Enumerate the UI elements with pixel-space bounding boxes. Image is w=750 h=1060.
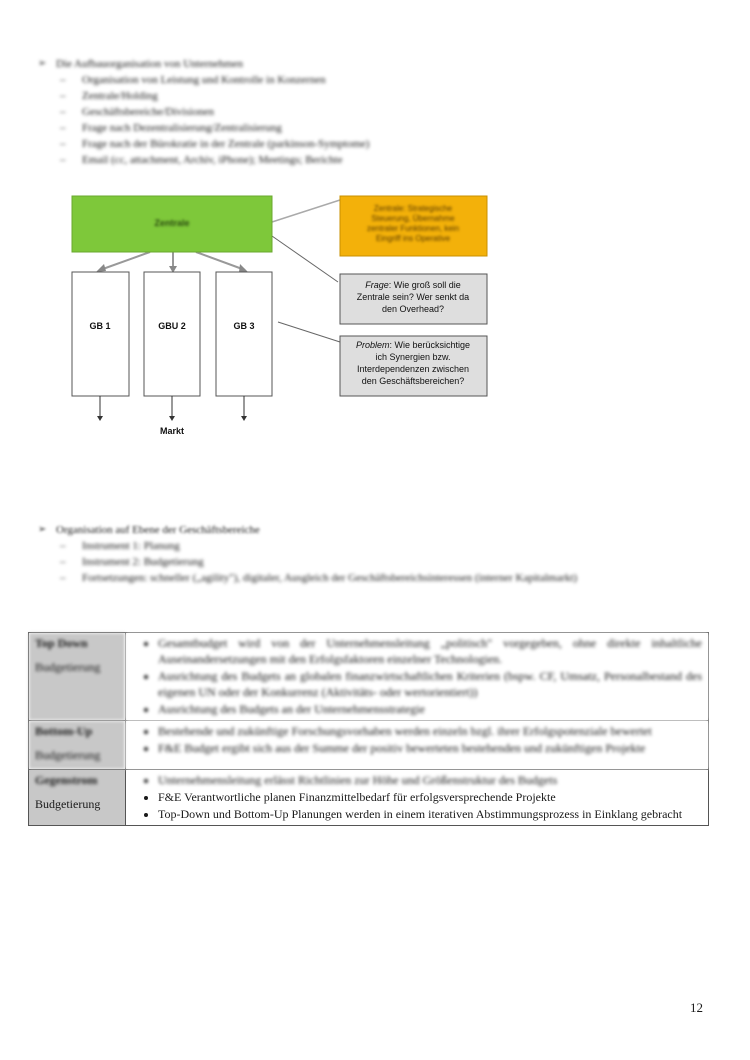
unit-label-3: GB 3 (233, 321, 255, 331)
strategy-callout-text (367, 204, 459, 243)
connector-problem (278, 322, 340, 342)
row-label-line: Budgetierung (35, 660, 101, 674)
strategy-line: zentraler Funktionen, kein (366, 224, 460, 233)
table-row (29, 721, 709, 770)
unit-label-1: GB 1 (89, 321, 111, 331)
list-item: • Bestehende und zukünftige Forschungsvorhaben werden einzeln bzgl. ihrer Erfolgspotenziale bewertet (158, 723, 702, 739)
page-number: 12 (690, 1000, 703, 1015)
list-item: • Top-Down und Bottom-Up Planungen werden in einem iterativen Abstimmungsprozess in Einklang gebracht (158, 806, 702, 822)
section1-heading: ➢ Die Aufbauorganisation von Unternehmen (38, 56, 718, 72)
row-label (29, 721, 126, 770)
table-row (29, 770, 709, 826)
problem-line-1 (356, 340, 470, 350)
list-item: • F&E Verantwortliche planen Finanzmittelbedarf für erfolgsversprechende Projekte (158, 789, 702, 805)
frage-text: : Wie groß soll die (388, 280, 461, 290)
connector-strategy (272, 200, 340, 222)
row-label-line: Bottom-Up (35, 724, 93, 738)
row-content (126, 770, 709, 826)
row-label-line: Budgetierung (35, 797, 101, 811)
problem-label: Problem (355, 340, 390, 350)
unit-box-1 (72, 272, 129, 396)
list-item: • F&E Budget ergibt sich aus der Summe der positiv bewerteten bestehenden und zukünftigen Projekte (158, 740, 702, 756)
problem-line-3: Interdependenzen zwischen (356, 364, 470, 374)
row-label-line: Budgetierung (35, 748, 101, 762)
frage-line-1 (365, 280, 461, 290)
section2-item: – Instrument 1: Planung (38, 538, 718, 554)
row-label (29, 633, 126, 721)
connector-frage (272, 236, 338, 282)
list-item: • Ausrichtung des Budgets an der Unternehmensstrategie (158, 701, 702, 717)
market-arrows (100, 396, 244, 418)
list-item: • Ausrichtung des Budgets an globalen finanzwirtschaftlichen Kriterien (bspw. CF, Umsatz, Personalbestand des eigenen UN oder der Konkurrenz (Aktivitäts- oder wertorientiert)) (158, 668, 702, 700)
row-label-line: Top Down (35, 636, 88, 650)
section1-item: – Organisation von Leistung und Kontrolle in Konzernen (38, 72, 718, 88)
list-item: • Gesamtbudget wird von der Unternehmensleitung „politisch" vorgegeben, ohne direkte inhaltliche Auseinandersetzungen mit den Erfolgsfaktoren einzelner Technologien. (158, 635, 702, 667)
unit-box-2 (144, 272, 200, 396)
zentrale-label: Zentrale (154, 218, 190, 228)
row-content (126, 721, 709, 770)
section2-item: – Instrument 2: Budgetierung (38, 554, 718, 570)
unit-label-2: GBU 2 (158, 321, 186, 331)
frage-line-3: den Overhead? (381, 304, 445, 314)
problem-line-2: ich Synergien bzw. (375, 352, 451, 362)
frage-line-2: Zentrale sein? Wer senkt da (356, 292, 470, 302)
list-item: • Unternehmensleitung erlässt Richtlinien zur Höhe und Größenstruktur des Budgets (158, 772, 702, 788)
section1-item: – Zentrale/Holding (38, 88, 718, 104)
section2-heading: ➢ Organisation auf Ebene der Geschäftsbereiche (38, 522, 718, 538)
strategy-line: Eingriff ins Operative (375, 234, 451, 243)
section1-item: – Frage nach Dezentralisierung/Zentralisierung (38, 120, 718, 136)
section1-item: – Frage nach der Bürokratie in der Zentrale (parkinson-Symptome) (38, 136, 718, 152)
section2-bullets (38, 522, 718, 586)
section1-item: – Geschäftsbereiche/Divisionen (38, 104, 718, 120)
budgeting-table (28, 632, 709, 826)
row-label-line: Gegenstrom (35, 773, 98, 787)
row-label (29, 770, 126, 826)
row-content (126, 633, 709, 721)
unit-box-3 (216, 272, 272, 396)
section1-item: – Email (cc, attachment, Archiv, iPhone); Meetings; Berichte (38, 152, 718, 168)
frage-label: Frage (365, 280, 389, 290)
problem-line-4: den Geschäftsbereichen? (361, 376, 465, 386)
market-label: Markt (159, 426, 185, 436)
org-diagram (0, 0, 750, 460)
section2-item: – Fortsetzungen: schneller („agility"), digitaler, Ausgleich der Geschäftsbereichsinteressen (interner Kapitalmarkt) (38, 570, 718, 586)
strategy-line: Zentrale: Strategische (373, 204, 453, 213)
strategy-line: Steuerung, Übernahme (371, 214, 455, 223)
problem-text: : Wie berücksichtige (389, 340, 471, 350)
table-row (29, 633, 709, 721)
